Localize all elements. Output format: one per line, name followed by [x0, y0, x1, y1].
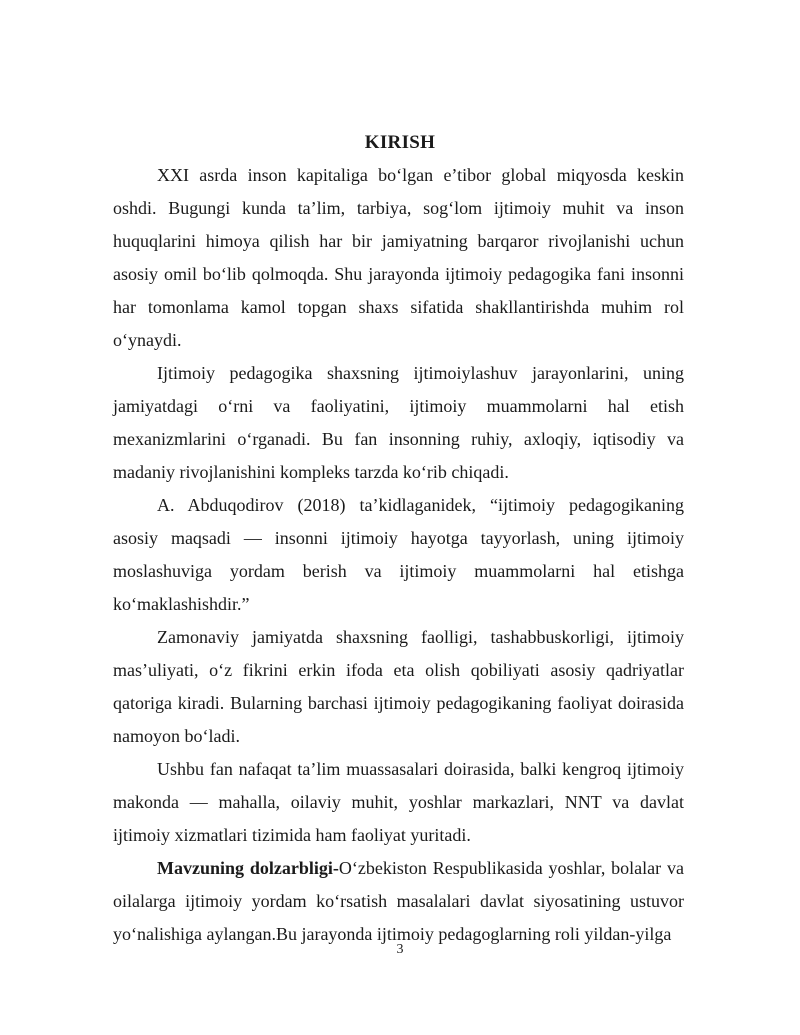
section-heading: KIRISH — [364, 132, 436, 153]
paragraph-scope: Ushbu fan nafaqat ta’lim muassasalari doirasida, balki kengroq ijtimoiy makonda — mahalla, oilaviy muhit, yoshlar markazlari, NNT va davlat ijtimoiy xizmatlari tizimida ham faoliyat yuritadi. — [113, 759, 684, 845]
paragraph-intro: XXI asrda inson kapitaliga bo‘lgan e’tibor global miqyosda keskin oshdi. Bugungi kunda ta’lim, tarbiya, sog‘lom ijtimoiy muhit va inson huquqlarini himoya qilish har bir jamiyatning barqaror rivojlanishi uchun asosiy omil bo‘lib qolmoqda. Shu jarayonda ijtimoiy pedagogika fani insonni har tomonlama kamol topgan shaxs sifatida shakllantirishda muhim rol o‘ynaydi. — [113, 165, 684, 350]
relevance-lead: Mavzuning dolzarbligi- — [157, 858, 339, 878]
paragraph-social-pedagogy: Ijtimoiy pedagogika shaxsning ijtimoiylashuv jarayonlarini, uning jamiyatdagi o‘rni va faoliyatini, ijtimoiy muammolarni hal etish mexanizmlarini o‘rganadi. Bu fan insonning ruhiy, axloqiy, iqtisodiy va madaniy rivojlanishini kompleks tarzda ko‘rib chiqadi. — [113, 363, 684, 482]
paragraph-quote: A. Abduqodirov (2018) ta’kidlaganidek, “ijtimoiy pedagogikaning asosiy maqsadi — insonni ijtimoiy hayotga tayyorlash, uning ijtimoiy moslashuviga yordam berish va ijtimoiy muammolarni hal etishga ko‘maklashishdir.” — [113, 495, 684, 614]
body-text — [113, 159, 684, 951]
page-number: 3 — [396, 942, 404, 957]
relevance-text: O‘zbekiston Respublikasida yoshlar, bolalar va oilalarga ijtimoiy yordam ko‘rsatish masalalari davlat siyosatining ustuvor yo‘nalishiga aylangan.Bu jarayonda ijtimoiy pedagoglarning roli yildan-yilga — [113, 858, 684, 944]
paragraph-relevance — [113, 852, 684, 951]
paragraph-modern-society: Zamonaviy jamiyatda shaxsning faolligi, tashabbuskorligi, ijtimoiy mas’uliyati, o‘z fikrini erkin ifoda eta olish qobiliyati asosiy qadriyatlar qatoriga kiradi. Bularning barchasi ijtimoiy pedagogikaning faoliyat doirasida namoyon bo‘ladi. — [113, 627, 684, 746]
